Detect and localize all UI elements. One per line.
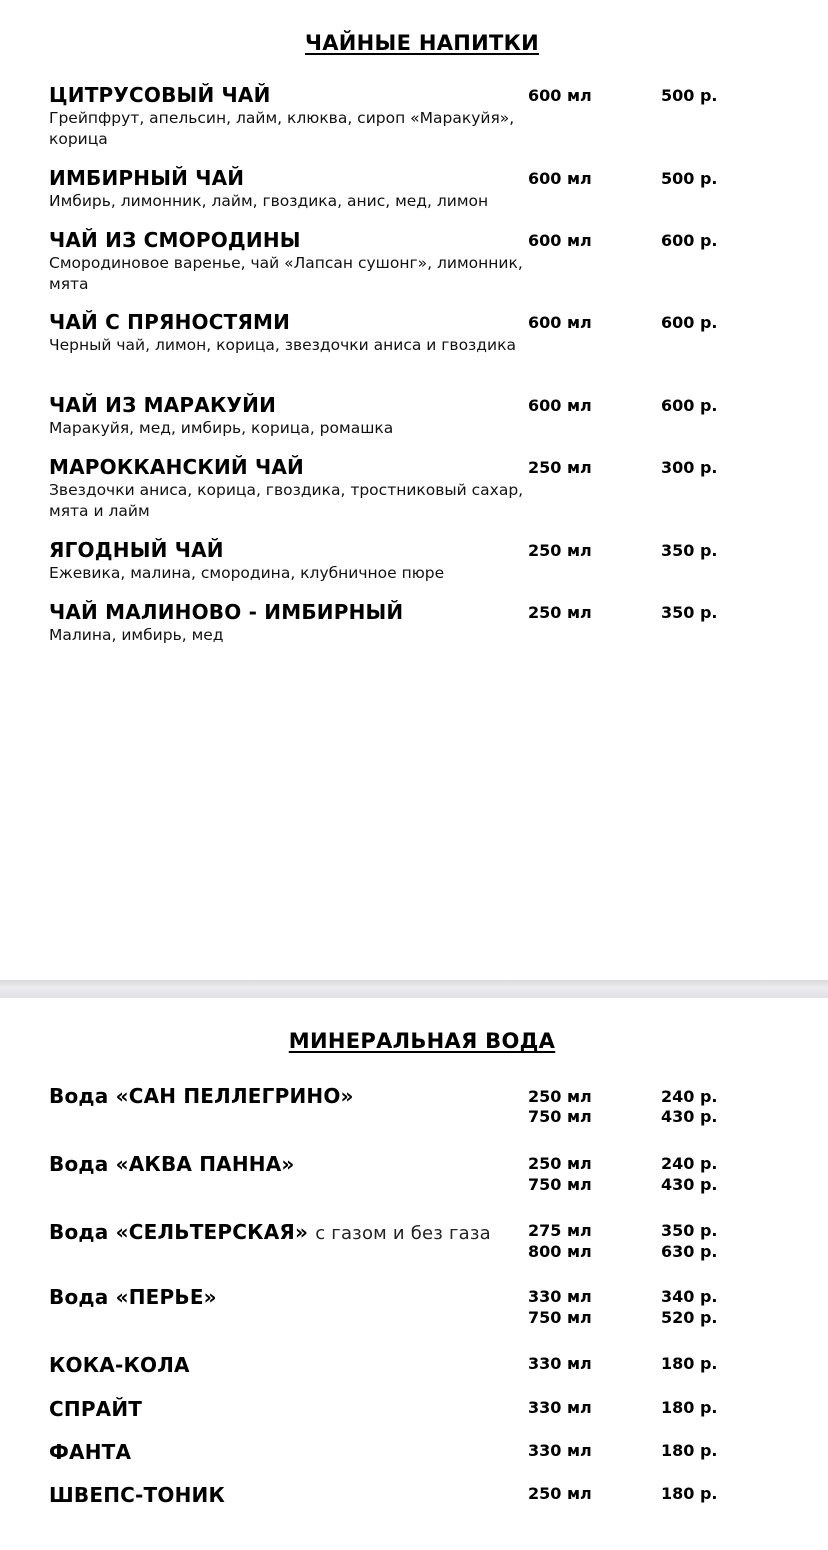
item-volume: 600 мл bbox=[528, 396, 592, 415]
item-description: Ежевика, малина, смородина, клубничное пюре bbox=[49, 564, 445, 582]
item-volume: 250 мл bbox=[528, 458, 592, 477]
item-price: 180 р. bbox=[661, 1398, 718, 1417]
item-price: 240 р. bbox=[661, 1154, 718, 1173]
item-price: 600 р. bbox=[661, 313, 718, 332]
item-name: ЯГОДНЫЙ ЧАЙ bbox=[49, 538, 224, 562]
item-name: ЦИТРУСОВЫЙ ЧАЙ bbox=[49, 83, 271, 107]
item-name: ФАНТА bbox=[49, 1440, 132, 1464]
item-price: 350 р. bbox=[661, 541, 718, 560]
item-price: 430 р. bbox=[661, 1175, 718, 1194]
item-price: 180 р. bbox=[661, 1441, 718, 1460]
item-description: Малина, имбирь, мед bbox=[49, 626, 224, 644]
item-volume: 600 мл bbox=[528, 86, 592, 105]
item-name-text: Вода «СЕЛЬТЕРСКАЯ» bbox=[49, 1220, 309, 1244]
item-price: 300 р. bbox=[661, 458, 718, 477]
item-description: Маракуйя, мед, имбирь, корица, ромашка bbox=[49, 419, 394, 437]
page-divider bbox=[0, 980, 828, 998]
item-description: Смородиновое варенье, чай «Лапсан сушонг», лимонник, мята bbox=[49, 254, 523, 293]
item-volume: 250 мл bbox=[528, 1087, 592, 1106]
item-description: Имбирь, лимонник, лайм, гвоздика, анис, мед, лимон bbox=[49, 192, 489, 210]
item-volume: 330 мл bbox=[528, 1354, 592, 1373]
item-name: МАРОККАНСКИЙ ЧАЙ bbox=[49, 455, 304, 479]
item-volume: 330 мл bbox=[528, 1441, 592, 1460]
item-price: 240 р. bbox=[661, 1087, 718, 1106]
item-volume: 330 мл bbox=[528, 1398, 592, 1417]
item-price: 500 р. bbox=[661, 86, 718, 105]
item-note: с газом и без газа bbox=[315, 1223, 491, 1244]
item-volume: 250 мл bbox=[528, 1154, 592, 1173]
item-name: Вода «САН ПЕЛЛЕГРИНО» bbox=[49, 1084, 354, 1108]
item-price: 600 р. bbox=[661, 396, 718, 415]
item-price: 340 р. bbox=[661, 1287, 718, 1306]
item-description: Грейпфрут, апельсин, лайм, клюква, сироп «Маракуйя», корица bbox=[49, 109, 515, 148]
item-name: Вода «ПЕРЬЕ» bbox=[49, 1285, 217, 1309]
item-name: ШВЕПС-ТОНИК bbox=[49, 1483, 225, 1507]
item-price: 180 р. bbox=[661, 1354, 718, 1373]
item-name: ИМБИРНЫЙ ЧАЙ bbox=[49, 166, 245, 190]
water-menu-page bbox=[0, 998, 828, 1550]
item-volume: 800 мл bbox=[528, 1242, 592, 1261]
item-price: 520 р. bbox=[661, 1308, 718, 1327]
item-price: 630 р. bbox=[661, 1242, 718, 1261]
item-volume: 600 мл bbox=[528, 169, 592, 188]
item-name: ЧАЙ С ПРЯНОСТЯМИ bbox=[49, 310, 291, 334]
item-volume: 250 мл bbox=[528, 603, 592, 622]
item-name: ЧАЙ МАЛИНОВО - ИМБИРНЫЙ bbox=[49, 600, 404, 624]
item-name: ЧАЙ ИЗ СМОРОДИНЫ bbox=[49, 228, 301, 252]
item-volume: 600 мл bbox=[528, 313, 592, 332]
item-name: ЧАЙ ИЗ МАРАКУЙИ bbox=[49, 393, 277, 417]
item-name: СПРАЙТ bbox=[49, 1397, 143, 1421]
item-volume: 250 мл bbox=[528, 1484, 592, 1503]
item-volume: 250 мл bbox=[528, 541, 592, 560]
item-name: КОКА-КОЛА bbox=[49, 1353, 190, 1377]
item-volume: 750 мл bbox=[528, 1175, 592, 1194]
item-volume: 750 мл bbox=[528, 1308, 592, 1327]
item-price: 350 р. bbox=[661, 603, 718, 622]
item-price: 350 р. bbox=[661, 1221, 718, 1240]
item-name: Вода «АКВА ПАННА» bbox=[49, 1152, 295, 1176]
item-volume: 600 мл bbox=[528, 231, 592, 250]
item-price: 500 р. bbox=[661, 169, 718, 188]
item-price: 430 р. bbox=[661, 1107, 718, 1126]
item-volume: 275 мл bbox=[528, 1221, 592, 1240]
item-price: 180 р. bbox=[661, 1484, 718, 1503]
section-title-water: МИНЕРАЛЬНАЯ ВОДА bbox=[288, 1029, 556, 1053]
item-description: Звездочки аниса, корица, гвоздика, тростниковый сахар, мята и лайм bbox=[49, 481, 524, 520]
item-price: 600 р. bbox=[661, 231, 718, 250]
item-volume: 750 мл bbox=[528, 1107, 592, 1126]
item-description: Черный чай, лимон, корица, звездочки аниса и гвоздика bbox=[49, 336, 516, 354]
section-title-tea: ЧАЙНЫЕ НАПИТКИ bbox=[304, 31, 540, 55]
item-volume: 330 мл bbox=[528, 1287, 592, 1306]
